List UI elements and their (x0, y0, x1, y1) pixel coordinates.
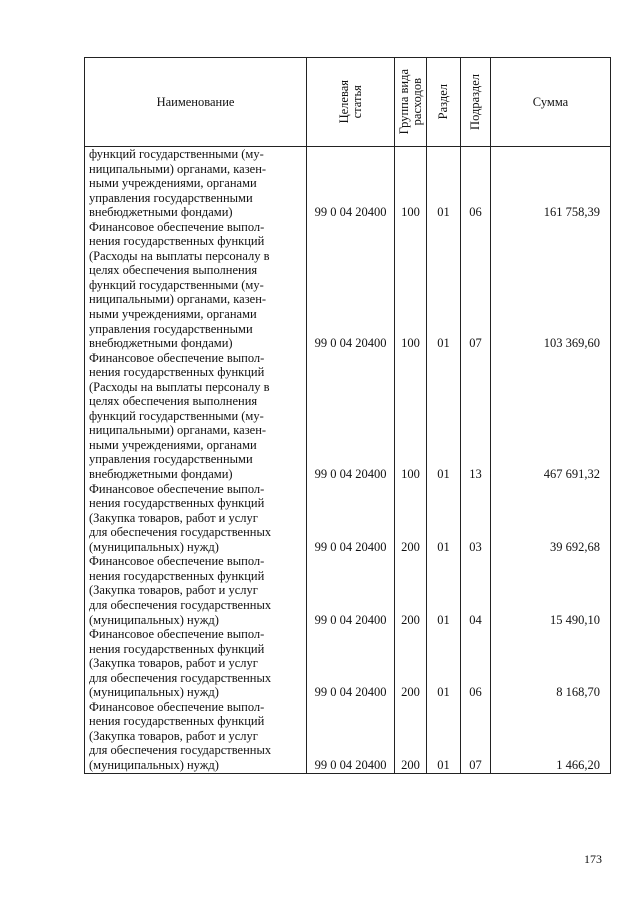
row-subsection: 06 (461, 147, 491, 220)
table-row (85, 351, 611, 482)
row-expense-group: 200 (395, 700, 427, 773)
row-expense-group: 200 (395, 554, 427, 627)
row-name-line: нения государственных функций (89, 496, 265, 511)
row-target-code: 99 0 04 20400 (307, 482, 395, 555)
row-name-line: (Закупка товаров, работ и услуг (89, 583, 258, 598)
row-expense-group: 200 (395, 627, 427, 700)
row-subsection: 06 (461, 627, 491, 700)
header-subsection (461, 58, 491, 147)
row-name-line: (муниципальных) нужд) (89, 612, 219, 627)
row-name-line: для обеспечения государственных (89, 743, 272, 758)
row-section: 01 (427, 554, 461, 627)
header-sum: Сумма (491, 58, 611, 147)
row-target-code: 99 0 04 20400 (307, 147, 395, 220)
row-name-line: функций государственными (му- (89, 147, 264, 161)
row-name-line: ниципальными) органами, казен- (89, 292, 267, 307)
table-row (85, 554, 611, 627)
row-name-line: ниципальными) органами, казен- (89, 161, 267, 176)
header-section (427, 58, 461, 147)
row-name-line: (Закупка товаров, работ и услуг (89, 656, 258, 671)
header-group-line1: Группа вида (396, 69, 411, 135)
row-name-line: управления государственными (89, 321, 253, 336)
table-row (85, 627, 611, 700)
row-subsection: 07 (461, 700, 491, 773)
row-section: 01 (427, 482, 461, 555)
row-name-line: ными учреждениями, органами (89, 176, 257, 191)
row-name-line: (муниципальных) нужд) (89, 757, 219, 772)
row-name-line: нения государственных функций (89, 365, 265, 380)
row-name (85, 482, 307, 555)
row-subsection: 13 (461, 351, 491, 482)
row-section: 01 (427, 351, 461, 482)
row-name-line: (Расходы на выплаты персоналу в (89, 248, 270, 263)
row-target-code: 99 0 04 20400 (307, 627, 395, 700)
table-row (85, 700, 611, 773)
row-name (85, 351, 307, 482)
row-sum: 1 466,20 (491, 700, 611, 773)
row-name-line: (Расходы на выплаты персоналу в (89, 379, 270, 394)
row-name-line: Финансовое обеспечение выпол- (89, 627, 265, 642)
row-section: 01 (427, 147, 461, 220)
row-name-line: для обеспечения государственных (89, 525, 272, 540)
row-section: 01 (427, 220, 461, 351)
row-expense-group: 100 (395, 147, 427, 220)
row-name (85, 627, 307, 700)
row-target-code: 99 0 04 20400 (307, 220, 395, 351)
row-name (85, 147, 307, 220)
row-sum: 15 490,10 (491, 554, 611, 627)
header-name: Наименование (85, 58, 307, 147)
row-name-line: внебюджетными фондами) (89, 336, 233, 351)
row-name-line: (Закупка товаров, работ и услуг (89, 728, 258, 743)
header-target-article (307, 58, 395, 147)
header-subsection-label: Подраздел (468, 74, 482, 130)
row-name-line: внебюджетными фондами) (89, 467, 233, 482)
row-sum: 467 691,32 (491, 351, 611, 482)
row-name-line: Финансовое обеспечение выпол- (89, 481, 265, 496)
row-name (85, 700, 307, 773)
row-name-line: внебюджетными фондами) (89, 205, 233, 220)
table-row (85, 220, 611, 351)
row-name (85, 554, 307, 627)
row-section: 01 (427, 700, 461, 773)
row-name-line: (муниципальных) нужд) (89, 539, 219, 554)
table-row (85, 482, 611, 555)
page-number: 173 (584, 852, 602, 866)
row-expense-group: 200 (395, 482, 427, 555)
header-group-line2: расходов (409, 78, 424, 126)
budget-table (84, 57, 611, 774)
row-name-line: Финансовое обеспечение выпол- (89, 219, 265, 234)
row-name-line: ными учреждениями, органами (89, 437, 257, 452)
row-name-line: для обеспечения государственных (89, 670, 272, 685)
row-name-line: нения государственных функций (89, 568, 265, 583)
budget-table-page (84, 57, 610, 774)
row-name-line: Финансовое обеспечение выпол- (89, 699, 265, 714)
row-name-line: (Закупка товаров, работ и услуг (89, 510, 258, 525)
row-target-code: 99 0 04 20400 (307, 700, 395, 773)
row-name-line: ными учреждениями, органами (89, 307, 257, 322)
header-target-line1: Целевая (336, 80, 351, 124)
row-name-line: функций государственными (му- (89, 408, 264, 423)
row-expense-group: 100 (395, 220, 427, 351)
table-row (85, 147, 611, 220)
table-body (85, 147, 611, 774)
row-name-line: управления государственными (89, 190, 253, 205)
row-name-line: Финансовое обеспечение выпол- (89, 350, 265, 365)
row-name-line: нения государственных функций (89, 234, 265, 249)
row-subsection: 07 (461, 220, 491, 351)
header-section-label: Раздел (436, 84, 450, 120)
header-target-line2: статья (349, 85, 364, 119)
row-name (85, 220, 307, 351)
row-name-line: целях обеспечения выполнения (89, 263, 258, 278)
row-target-code: 99 0 04 20400 (307, 351, 395, 482)
row-sum: 39 692,68 (491, 482, 611, 555)
header-expense-group (395, 58, 427, 147)
table-header-row (85, 58, 611, 147)
row-name-line: нения государственных функций (89, 714, 265, 729)
row-name-line: (муниципальных) нужд) (89, 685, 219, 700)
row-name-line: ниципальными) органами, казен- (89, 423, 267, 438)
row-name-line: управления государственными (89, 452, 253, 467)
row-target-code: 99 0 04 20400 (307, 554, 395, 627)
row-section: 01 (427, 627, 461, 700)
row-name-line: Финансовое обеспечение выпол- (89, 554, 265, 569)
row-name-line: нения государственных функций (89, 641, 265, 656)
row-name-line: для обеспечения государственных (89, 597, 272, 612)
row-sum: 161 758,39 (491, 147, 611, 220)
row-expense-group: 100 (395, 351, 427, 482)
row-name-line: функций государственными (му- (89, 277, 264, 292)
row-name-line: целях обеспечения выполнения (89, 394, 258, 409)
row-sum: 8 168,70 (491, 627, 611, 700)
row-sum: 103 369,60 (491, 220, 611, 351)
row-subsection: 04 (461, 554, 491, 627)
row-subsection: 03 (461, 482, 491, 555)
